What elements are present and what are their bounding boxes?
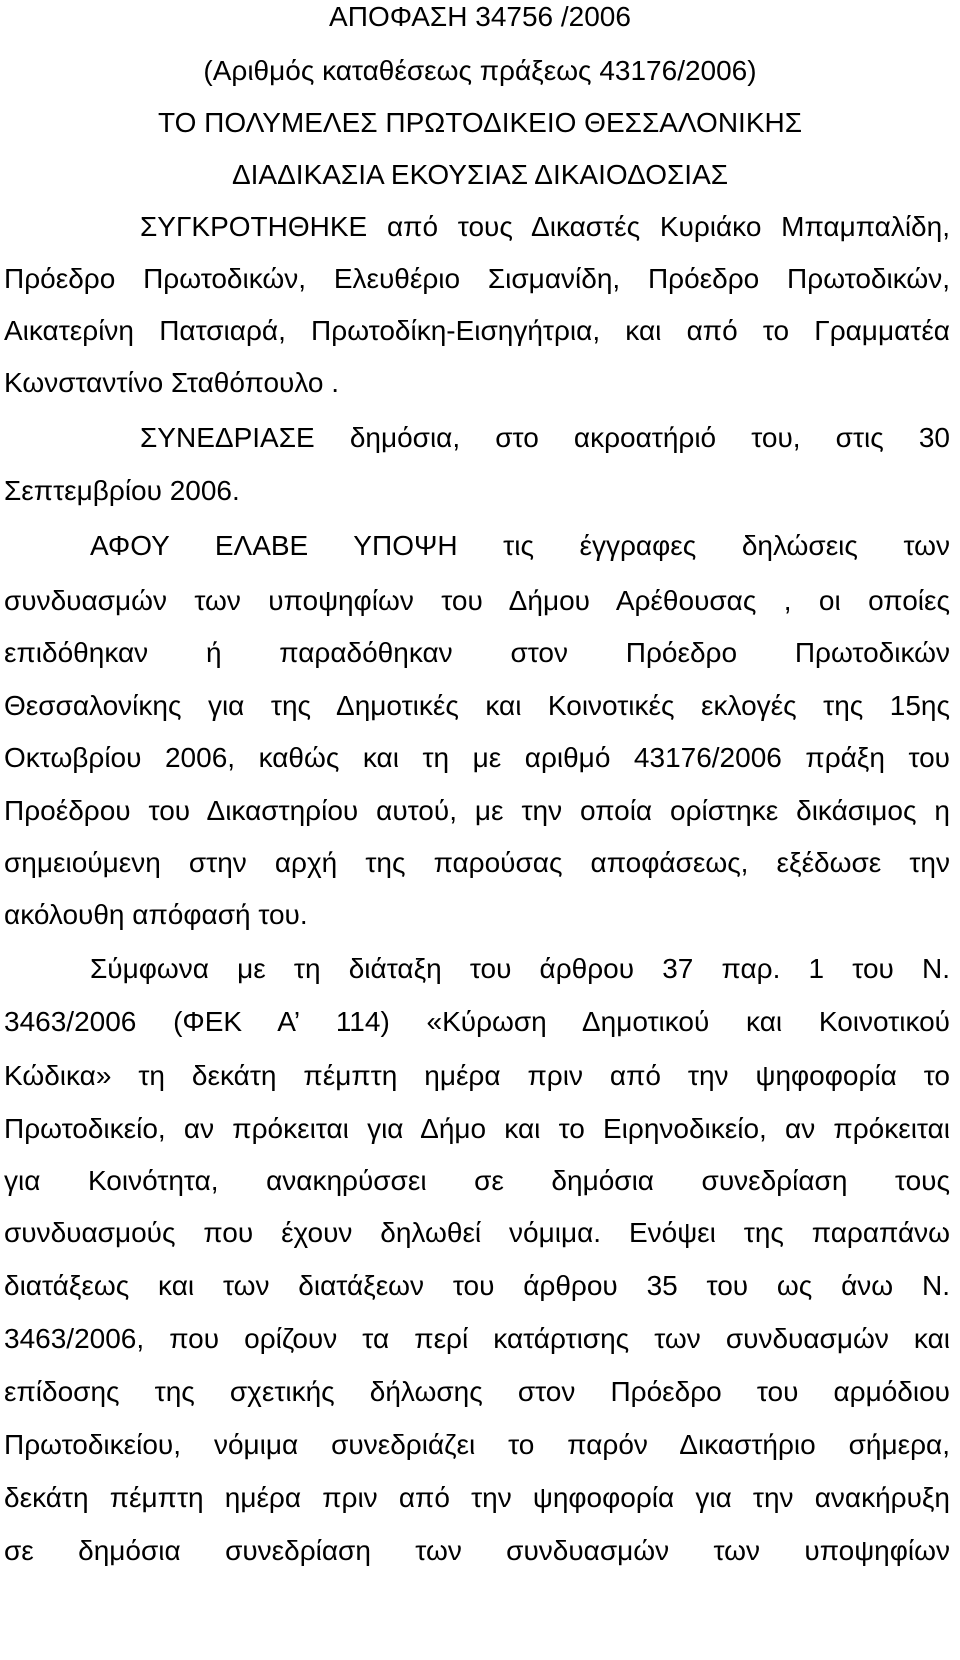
text-line: ακόλουθη απόφασή του. bbox=[4, 899, 308, 930]
decision-title: ΑΠΟΦΑΣΗ 34756 /2006 bbox=[329, 1, 631, 32]
text-line: ΣΥΓΚΡΟΤΗΘΗΚΕ από τους Δικαστές Κυριάκο Μπαμπαλίδη, bbox=[140, 211, 950, 242]
text-line: 3463/2006, που ορίζουν τα περί κατάρτισης των συνδυασμών και bbox=[4, 1323, 950, 1354]
procedure-name: ΔΙΑΔΙΚΑΣΙΑ ΕΚΟΥΣΙΑΣ ΔΙΚΑΙΟΔΟΣΙΑΣ bbox=[231, 159, 729, 190]
text-line: δεκάτη πέμπτη ημέρα πριν από την ψηφοφορία για την ανακήρυξη bbox=[4, 1482, 950, 1513]
text-line: 3463/2006 (ΦΕΚ Α’ 114) «Κύρωση Δημοτικού και Κοινοτικού bbox=[4, 1006, 950, 1037]
text-line: Κώδικα» τη δεκάτη πέμπτη ημέρα πριν από την ψηφοφορία το bbox=[4, 1060, 950, 1091]
text-line: ΑΦΟΥ ΕΛΑΒΕ ΥΠΟΨΗ τις έγγραφες δηλώσεις των bbox=[90, 530, 950, 561]
text-line: Κωνσταντίνο Σταθόπουλο . bbox=[4, 367, 340, 398]
text-line: για Κοινότητα, ανακηρύσσει σε δημόσια συνεδρίαση τους bbox=[4, 1165, 950, 1196]
text-line: Προέδρου του Δικαστηρίου αυτού, με την οποία ορίστηκε δικάσιμος η bbox=[4, 795, 950, 826]
text-line: Πρωτοδικείο, αν πρόκειται για Δήμο και το Ειρηνοδικείο, αν πρόκειται bbox=[4, 1113, 950, 1144]
text-line: Σεπτεμβρίου 2006. bbox=[4, 475, 240, 506]
text-line: διατάξεως και των διατάξεων του άρθρου 35 του ως άνω Ν. bbox=[4, 1270, 950, 1301]
court-name: ΤΟ ΠΟΛΥΜΕΛΕΣ ΠΡΩΤΟΔΙΚΕΙΟ ΘΕΣΣΑΛΟΝΙΚΗΣ bbox=[157, 107, 803, 138]
text-line: σημειούμενη στην αρχή της παρούσας αποφάσεως, εξέδωσε την bbox=[4, 847, 950, 878]
text-line: επίδοσης της σχετικής δήλωσης στον Πρόεδρο του αρμόδιου bbox=[4, 1376, 950, 1407]
text-line: Αικατερίνη Πατσιαρά, Πρωτοδίκη-Εισηγήτρια, και από το Γραμματέα bbox=[4, 315, 950, 346]
text-line: επιδόθηκαν ή παραδόθηκαν στον Πρόεδρο Πρωτοδικών bbox=[4, 637, 950, 668]
text-line: σε δημόσια συνεδρίαση των συνδυασμών των υποψηφίων bbox=[4, 1535, 950, 1566]
text-line: Οκτωβρίου 2006, καθώς και τη με αριθμό 43176/2006 πράξη του bbox=[4, 742, 950, 773]
text-line: συνδυασμούς που έχουν δηλωθεί νόμιμα. Ενόψει της παραπάνω bbox=[4, 1217, 950, 1248]
text-line: Πρόεδρο Πρωτοδικών, Ελευθέριο Σισμανίδη, Πρόεδρο Πρωτοδικών, bbox=[4, 263, 950, 294]
text-line: Σύμφωνα με τη διάταξη του άρθρου 37 παρ. 1 του Ν. bbox=[90, 953, 950, 984]
text-line: συνδυασμών των υποψηφίων του Δήμου Αρέθουσας , οι οποίες bbox=[4, 585, 950, 616]
text-line: ΣΥΝΕΔΡΙΑΣΕ δημόσια, στο ακροατήριό του, στις 30 bbox=[140, 422, 950, 453]
filing-number: (Αριθμός καταθέσεως πράξεως 43176/2006) bbox=[203, 55, 757, 86]
text-line: Πρωτοδικείου, νόμιμα συνεδριάζει το παρόν Δικαστήριο σήμερα, bbox=[4, 1429, 950, 1460]
text-line: Θεσσαλονίκης για της Δημοτικές και Κοινοτικές εκλογές της 15ης bbox=[4, 690, 950, 721]
